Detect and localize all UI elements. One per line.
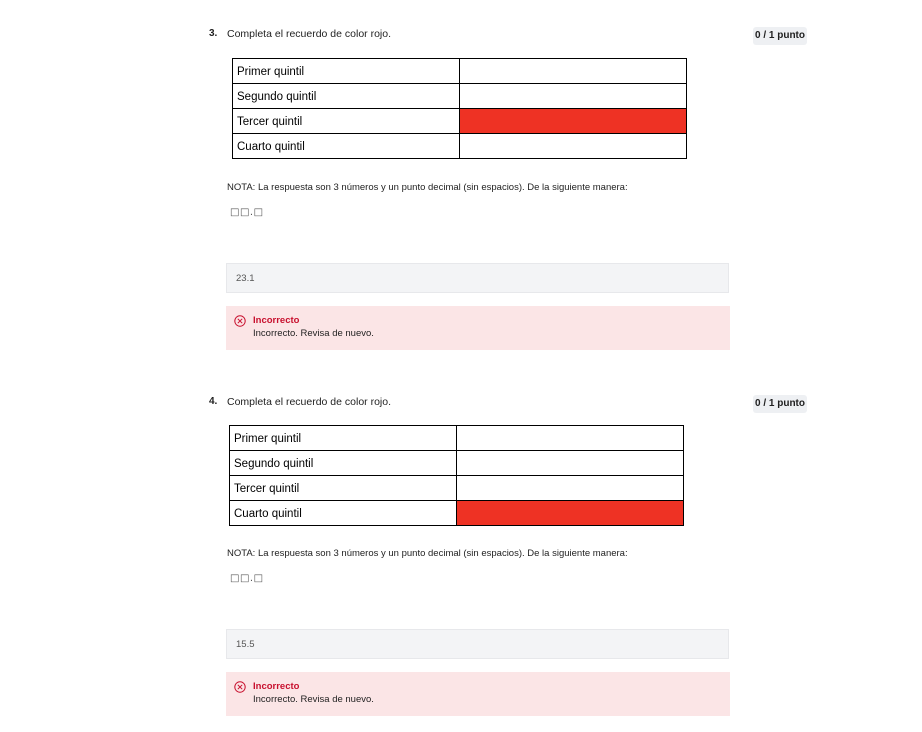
question-number: 3. (209, 28, 218, 39)
row-label: Segundo quintil (233, 84, 460, 109)
question-number: 4. (209, 396, 218, 407)
feedback-message: Incorrecto. Revisa de nuevo. (253, 328, 374, 339)
answer-input[interactable] (226, 629, 729, 659)
row-label: Tercer quintil (233, 109, 460, 134)
points-badge: 0 / 1 punto (753, 395, 807, 413)
points-badge: 0 / 1 punto (753, 27, 807, 45)
value-cell (457, 451, 684, 476)
table-row (233, 59, 687, 84)
row-label: Primer quintil (230, 426, 457, 451)
row-label: Primer quintil (233, 59, 460, 84)
error-circle-x-icon (234, 680, 246, 692)
question-prompt: Completa el recuerdo de color rojo. (227, 396, 392, 408)
table-row (230, 426, 684, 451)
answer-note: NOTA: La respuesta son 3 números y un punto decimal (sin espacios). De la siguiente manera: (227, 182, 628, 193)
value-cell (460, 59, 687, 84)
format-hint: □□.□ (230, 207, 264, 218)
error-circle-x-icon (234, 314, 246, 326)
feedback-title: Incorrecto (253, 681, 300, 692)
row-label: Cuarto quintil (230, 501, 457, 526)
feedback-panel (226, 306, 730, 350)
value-cell (460, 84, 687, 109)
feedback-panel (226, 672, 730, 716)
row-label: Cuarto quintil (233, 134, 460, 159)
table-row (230, 501, 684, 526)
table-row (233, 109, 687, 134)
table-row (230, 476, 684, 501)
answer-value: 15.5 (236, 639, 255, 650)
format-hint: □□.□ (230, 573, 264, 584)
value-cell-highlighted (460, 109, 687, 134)
feedback-title: Incorrecto (253, 315, 300, 326)
answer-value: 23.1 (236, 273, 255, 284)
answer-note: NOTA: La respuesta son 3 números y un punto decimal (sin espacios). De la siguiente manera: (227, 548, 628, 559)
table-row (233, 84, 687, 109)
row-label: Segundo quintil (230, 451, 457, 476)
quintile-table (232, 58, 687, 159)
table-row (230, 451, 684, 476)
quintile-table (229, 425, 684, 526)
answer-input[interactable] (226, 263, 729, 293)
row-label: Tercer quintil (230, 476, 457, 501)
question-prompt: Completa el recuerdo de color rojo. (227, 28, 392, 40)
value-cell (457, 476, 684, 501)
value-cell (460, 134, 687, 159)
value-cell (457, 426, 684, 451)
value-cell-highlighted (457, 501, 684, 526)
table-row (233, 134, 687, 159)
feedback-message: Incorrecto. Revisa de nuevo. (253, 694, 374, 705)
